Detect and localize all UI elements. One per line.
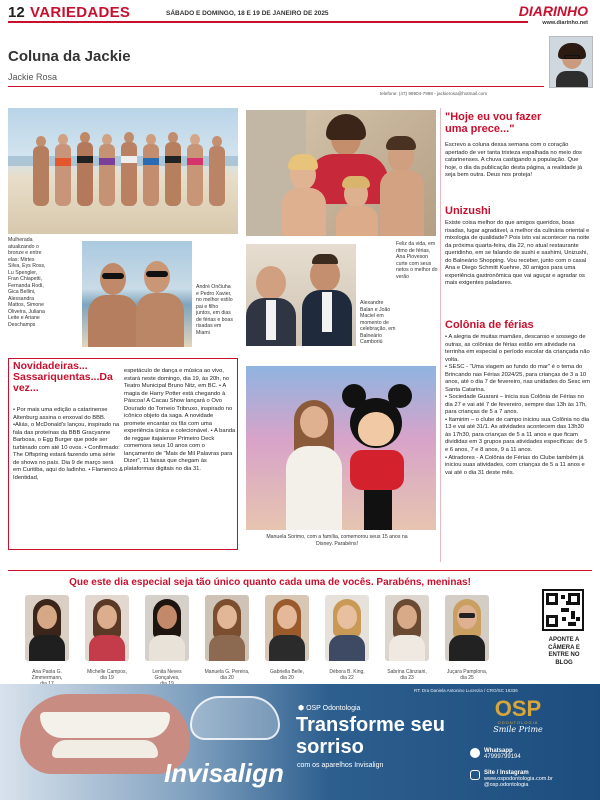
qr-code[interactable] bbox=[542, 589, 584, 631]
page-header bbox=[0, 0, 600, 30]
right-column bbox=[440, 108, 592, 562]
ad-invisalign: Invisalign bbox=[164, 758, 284, 788]
birthday-photo bbox=[445, 595, 489, 661]
colonia-p3: • Sociedade Guarani – inicia sua Colônia de Férias no dia 27 e vai até 7 de fevereiro, sempre das 13h às 17h, para crianças de 5 a 7 anos. bbox=[445, 394, 587, 416]
birthday-photo bbox=[385, 595, 429, 661]
birthday-section bbox=[8, 570, 592, 682]
contact-info: telefone: (47) 99904-7998 - jackierosa@hotmail.com bbox=[380, 91, 488, 96]
photo-balneario bbox=[246, 244, 356, 346]
colonia-p4: • Itamirim – o clube de campo iniciou sua Colônia no dia 13 e vai até 31/1. As atividades acontecem das 13h30 às 17h30, para crianças de 5 a 11 anos e que ficam divididas em 3 grupos para atividades específicas: de 5 e 6 anos, 7 e 8 anos, 9 a 11 anos. bbox=[445, 416, 590, 453]
ad-brand bbox=[298, 704, 360, 712]
whatsapp-icon bbox=[470, 748, 480, 758]
colonia-title: Colônia de férias bbox=[445, 319, 534, 331]
birthday-day: dia 23 bbox=[400, 675, 414, 681]
birthday-item bbox=[22, 595, 72, 687]
brand-logo: DIARINHO bbox=[518, 3, 588, 19]
unizushi-text: Existe coisa melhor do que amigos queridos, boas risadas, lugar agradável, a melhor da culinária oriental e mixologia de qualidade? Pois isto vai acontecer na noite da próxima quarta-feira, dia 22, no atual restaurante queridinho, em se falando de sushi e sashimi, Unizushi, do Balneário Shopping. Vou receber, junto com o casal Ana e Diego Schmitt Kuehne, 30 amigos para uma experiência gastronômica que vai aguçar e agradar os mais exigentes paladares. bbox=[445, 220, 590, 287]
caption-balneario: Alexandre Balan e João Maciel em momento de celebração, em Balneário Camboriú bbox=[360, 300, 396, 345]
birthday-name: Michelle Campos, bbox=[87, 669, 127, 675]
birthday-name: Gabriella Belle, bbox=[270, 669, 304, 675]
birthday-name: Manuela G. Pereira, bbox=[204, 669, 250, 675]
ad-rt: RT: Dra Daniela Antonino Lucrezia / CRO/SC 16336 bbox=[414, 688, 518, 693]
header-rule bbox=[8, 21, 528, 23]
ad-instagram: @osp.odontologia bbox=[484, 782, 529, 788]
birthday-photo bbox=[325, 595, 369, 661]
birthday-name: Débora B. King, bbox=[329, 669, 365, 675]
brand-url[interactable]: www.diarinho.net bbox=[542, 20, 588, 26]
birthday-name: Lenita Neves Gonçalves, bbox=[152, 669, 182, 681]
instagram-icon bbox=[470, 770, 480, 780]
birthday-photo bbox=[85, 595, 129, 661]
caption-men-beach: André Ončiuha e Pedro Xavier, no melhor estilo pai e filho juntos, em dias de férias e boas risadas em Miami bbox=[196, 284, 233, 336]
ad-logo-script: Smile Prime bbox=[493, 725, 543, 734]
hoje-text: Escrevo a coluna dessa semana com o coração apertado de ver tanta tristeza espalhada no meio dos catarinenses. A chuva castigando a população. Que hoje, o dia da publicação desta página, a realidade já seja bem outra. Deus nos proteja! bbox=[445, 142, 582, 179]
colonia-text bbox=[445, 334, 591, 477]
colonia-p5: • Atiradores - A Colônia de Férias do Clube também já iniciou suas atividades, com crianças de 5 a 11 anos e vai até o dia 31 deste mês. bbox=[445, 454, 585, 476]
birthday-item bbox=[322, 595, 372, 681]
title-rule bbox=[8, 86, 544, 87]
ad-headline1: Transforme seu bbox=[296, 714, 445, 736]
birthday-item bbox=[142, 595, 192, 687]
novidades-title: Novidadeiras... Sassariquentas...Da vez... bbox=[13, 360, 113, 395]
tooth-icon: ⬢ bbox=[298, 705, 307, 712]
column-title: Coluna da Jackie bbox=[8, 48, 131, 65]
birthday-day: dia 19 bbox=[100, 675, 114, 681]
photo-beach-group bbox=[8, 108, 238, 234]
novidades-col2: espetáculo de dança e música ao vivo, estará neste domingo, dia 19, às 20h, no Teatro Municipal Bruno Nitz, em BC. • A magia de Harry Potter está chegando à Páscoa! A Cacau Show lançará o Ovo Dourado do Torneio Tribruxo, inspirado no icônico objeto da saga. A novidade promete encantar os fãs com uma experiência única e colecionável. • A banda de reggae itajaiense Primeiro Deck comemora seus 10 anos com o lançamento de "Mais de Mil Palavras para Dizer", 11 faixas que chegam às plataformas digitais no dia 31. bbox=[124, 368, 236, 472]
header-date: SÁBADO E DOMINGO, 18 E 19 DE JANEIRO DE 2025 bbox=[166, 10, 329, 17]
photo-men-beach bbox=[82, 241, 192, 347]
birthday-photo bbox=[265, 595, 309, 661]
birthday-day: dia 25 bbox=[460, 675, 474, 681]
qr-label: APONTE A CÂMERA E ENTRE NO BLOG bbox=[548, 637, 580, 666]
ad-brand-name: OSP Odontologia bbox=[306, 705, 361, 712]
ad-whatsapp-label: Whatsapp bbox=[484, 748, 513, 754]
ad-logo bbox=[482, 698, 554, 740]
ad-subline: com os aparelhos Invisalign bbox=[297, 762, 384, 769]
birthday-day: dia 20 bbox=[280, 675, 294, 681]
ad-logo-sub: ODONTOLOGIA bbox=[497, 720, 539, 725]
colonia-p2: • SESC - "Uma viagem ao fundo do mar" é o tema do Brincando nas Férias 2024/25, para crianças de 3 a 10 anos, até o dia 7 de fevereiro, nas unidades do Sesc em Santa Catarina. bbox=[445, 364, 591, 393]
ad-site[interactable] bbox=[470, 770, 596, 788]
page-number: 12 bbox=[8, 4, 25, 21]
birthday-photo bbox=[145, 595, 189, 661]
birthday-photo bbox=[205, 595, 249, 661]
birthday-item bbox=[262, 595, 312, 681]
ad-site-label: Site / Instagram bbox=[484, 770, 529, 776]
birthday-day: dia 22 bbox=[340, 675, 354, 681]
caption-disney: Manuela Sorimo, com a família, comemorou seus 15 anos na Disney. Parabéns! bbox=[266, 534, 408, 547]
birthday-item bbox=[202, 595, 252, 681]
birthday-name: Ana Paola G. Zimmermann, bbox=[31, 669, 63, 681]
birthday-item bbox=[82, 595, 132, 681]
ad-headline2: sorriso bbox=[296, 736, 364, 758]
unizushi-title: Unizushi bbox=[445, 205, 491, 217]
caption-family: Feliz da vida, em ritmo de férias, Ana Pioveson curte com seus netos o melhor do verão bbox=[396, 241, 438, 280]
ad-aligner bbox=[190, 696, 280, 740]
birthday-item bbox=[442, 595, 492, 681]
photo-disney bbox=[246, 366, 436, 530]
caption-beach-group: Mulherada atualizando o bronze e entre elas: Mirtes Silva, Eys Ross, Lu Spengler, Fran Chiapetti, Fernanda Rodi, Gica Bellini, Alessandra Mattos, Simone Oliveira, Juliana Leite e Ariane Deschamps bbox=[8, 237, 46, 328]
novidades-col1: • Por mais uma edição a catarinense Altenburg assina o enxoval do BBB. •Aliás, o McDonald's lançou, inspirado na fala das proteínas da BBB Gracyanne Barbosa, o Egg Burger que pode ser turbinado com até 10 ovos. • Confirmado: The Offspring estará fazendo uma série de shows no país. Dia 9 de março será em Curitiba, aqui do ladinho. • Flamenco & Identidad, bbox=[13, 407, 123, 481]
author-avatar bbox=[549, 36, 593, 88]
hoje-title: "Hoje eu vou fazer uma prece..." bbox=[445, 111, 542, 135]
birthday-title: Que este dia especial seja tão único quanto cada uma de vocês. Parabéns, meninas! bbox=[69, 577, 471, 588]
section-name: VARIEDADES bbox=[30, 4, 131, 21]
photo-family bbox=[246, 110, 436, 236]
ad-whatsapp[interactable] bbox=[470, 748, 590, 760]
column-author: Jackie Rosa bbox=[8, 72, 58, 82]
birthday-name: Juçara Pamplona, bbox=[446, 669, 488, 675]
birthday-item bbox=[382, 595, 432, 681]
ad-site-url: www.ospodontologia.com.br bbox=[484, 776, 553, 782]
birthday-day: dia 20 bbox=[220, 675, 234, 681]
colonia-p1: • A alegria de muitas mamães, descanso e sossego de outras, as colônias de férias estão em atividade na terrinha em especial o período escolar da criançada não volta. bbox=[445, 334, 590, 363]
ad-banner[interactable] bbox=[0, 684, 600, 800]
birthday-photo bbox=[25, 595, 69, 661]
ad-logo-text: OSP bbox=[494, 696, 542, 721]
ad-whatsapp-number: 47999799194 bbox=[484, 754, 521, 760]
birthday-name: Sabrina Cânziani, bbox=[387, 669, 427, 675]
